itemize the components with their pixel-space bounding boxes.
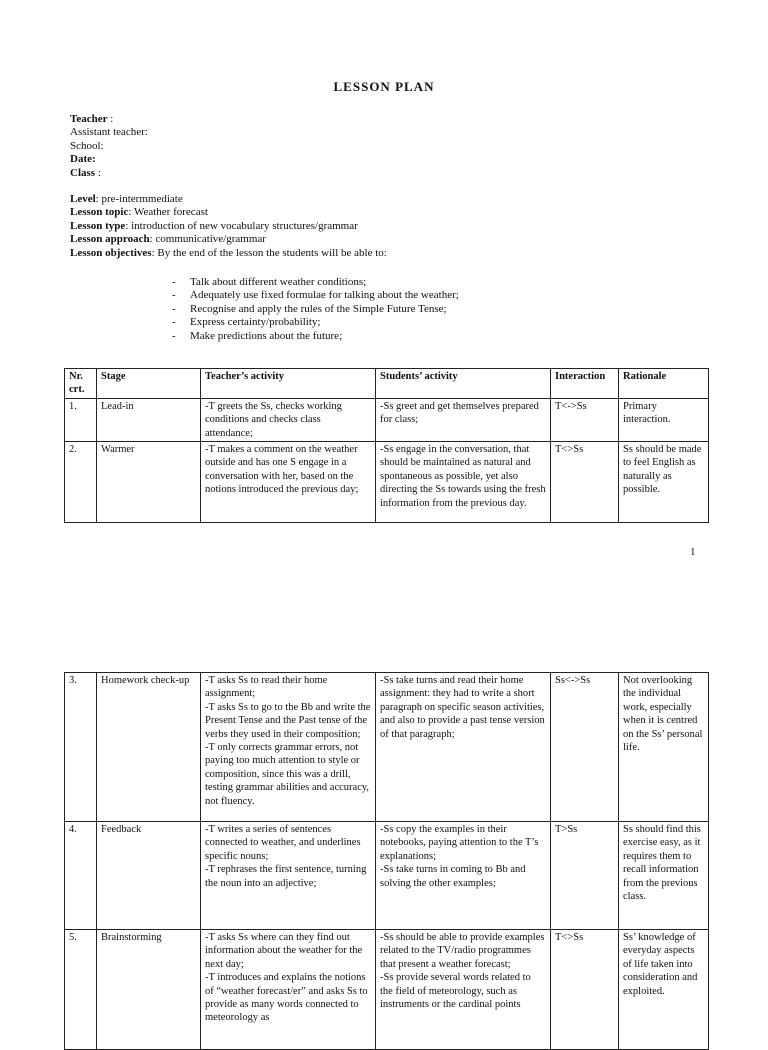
meta-topic: Lesson topic: Weather forecast bbox=[70, 206, 208, 219]
cell-students-activity: -Ss copy the examples in their notebooks, paying attention to the T’s explanations; -Ss take turns in coming to Bb and solving the other examples; bbox=[376, 822, 551, 930]
cell-nr: 1. bbox=[65, 398, 97, 441]
lesson-meta bbox=[70, 113, 690, 260]
meta-objectives: Lesson objectives: By the end of the lesson the students will be able to: bbox=[70, 246, 387, 259]
cell-interaction: T<->Ss bbox=[551, 398, 619, 441]
objective-item: - Make predictions about the future; bbox=[172, 330, 692, 343]
meta-level: Level: pre-intermmediate bbox=[70, 193, 183, 206]
meta-date: Date: bbox=[70, 153, 96, 166]
cell-rationale: Primary interaction. bbox=[619, 398, 709, 441]
cell-teacher-activity: -T asks Ss to read their home assignment; -T asks Ss to go to the Bb and write the Present Tense and the Past tense of the verbs they used in their composition; -T only corrects grammar errors, not paying too much attention to style or composition, since this was a drill, testing grammar abilities and accuracy, not fluency. bbox=[201, 673, 376, 822]
cell-interaction: T<>Ss bbox=[551, 442, 619, 523]
cell-nr: 2. bbox=[65, 442, 97, 523]
table-row bbox=[65, 822, 709, 930]
objective-item: - Recognise and apply the rules of the Simple Future Tense; bbox=[172, 303, 692, 316]
table-row bbox=[65, 930, 709, 1050]
table-row bbox=[65, 398, 709, 441]
table-header-row bbox=[65, 369, 709, 399]
cell-stage: Warmer bbox=[97, 442, 201, 523]
cell-rationale: Ss should be made to feel English as naturally as possible. bbox=[619, 442, 709, 523]
cell-teacher-activity: -T writes a series of sentences connected to weather, and underlines specific nouns; -T rephrases the first sentence, turning the noun into an adjective; bbox=[201, 822, 376, 930]
table-row bbox=[65, 673, 709, 822]
page-number: 1 bbox=[690, 546, 696, 558]
meta-type: Lesson type: introduction of new vocabulary structures/grammar bbox=[70, 219, 358, 232]
cell-interaction: T>Ss bbox=[551, 822, 619, 930]
meta-school: School: bbox=[70, 139, 104, 152]
objective-item: - Adequately use fixed formulae for talking about the weather; bbox=[172, 289, 692, 302]
cell-students-activity: -Ss should be able to provide examples related to the TV/radio programmes that present a weather forecast; -Ss provide several words related to the field of meteorology, such as instruments or the cardinal points bbox=[376, 930, 551, 1050]
cell-rationale: Ss’ knowledge of everyday aspects of life taken into consideration and exploited. bbox=[619, 930, 709, 1050]
header-nr: Nr. crt. bbox=[65, 369, 97, 399]
cell-teacher-activity: -T greets the Ss, checks working conditions and checks class attendance; bbox=[201, 398, 376, 441]
cell-stage: Brainstorming bbox=[97, 930, 201, 1050]
cell-rationale: Ss should find this exercise easy, as it requires them to recall information from the previous class. bbox=[619, 822, 709, 930]
page-title: LESSON PLAN bbox=[333, 79, 435, 94]
meta-approach: Lesson approach: communicative/grammar bbox=[70, 233, 266, 246]
objectives-list bbox=[172, 276, 692, 343]
cell-stage: Feedback bbox=[97, 822, 201, 930]
table-row bbox=[65, 442, 709, 523]
cell-interaction: T<>Ss bbox=[551, 930, 619, 1050]
cell-stage: Lead-in bbox=[97, 398, 201, 441]
cell-teacher-activity: -T asks Ss where can they find out information about the weather for the next day; -T introduces and explains the notions of “weather forecast/er” and asks Ss to provide as many words connected to meteorology as bbox=[201, 930, 376, 1050]
meta-class: Class : bbox=[70, 166, 101, 179]
objective-item: - Talk about different weather conditions; bbox=[172, 276, 692, 289]
cell-students-activity: -Ss take turns and read their home assignment: they had to write a short paragraph on specific season activities, and also to provide a past tense version of that paragraph; bbox=[376, 673, 551, 822]
lesson-table-page2 bbox=[64, 672, 709, 1050]
cell-nr: 3. bbox=[65, 673, 97, 822]
objective-item: - Express certainty/probability; bbox=[172, 316, 692, 329]
lesson-table-page1 bbox=[64, 368, 709, 523]
meta-assistant: Assistant teacher: bbox=[70, 126, 148, 139]
cell-nr: 4. bbox=[65, 822, 97, 930]
cell-stage: Homework check-up bbox=[97, 673, 201, 822]
header-students-activity: Students’ activity bbox=[376, 369, 551, 399]
header-rationale: Rationale bbox=[619, 369, 709, 399]
header-stage: Stage bbox=[97, 369, 201, 399]
cell-students-activity: -Ss greet and get themselves prepared for class; bbox=[376, 398, 551, 441]
cell-teacher-activity: -T makes a comment on the weather outside and has one S engage in a conversation with her, based on the notions introduced the previous day; bbox=[201, 442, 376, 523]
cell-students-activity: -Ss engage in the conversation, that should be maintained as natural and spontaneous as possible, yet also directing the Ss towards using the fresh information from the previous day. bbox=[376, 442, 551, 523]
header-interaction: Interaction bbox=[551, 369, 619, 399]
cell-interaction: Ss<->Ss bbox=[551, 673, 619, 822]
meta-teacher: Teacher : bbox=[70, 113, 114, 125]
cell-nr: 5. bbox=[65, 930, 97, 1050]
cell-rationale: Not overlooking the individual work, especially when it is centred on the Ss’ personal life. bbox=[619, 673, 709, 822]
header-teacher-activity: Teacher’s activity bbox=[201, 369, 376, 399]
